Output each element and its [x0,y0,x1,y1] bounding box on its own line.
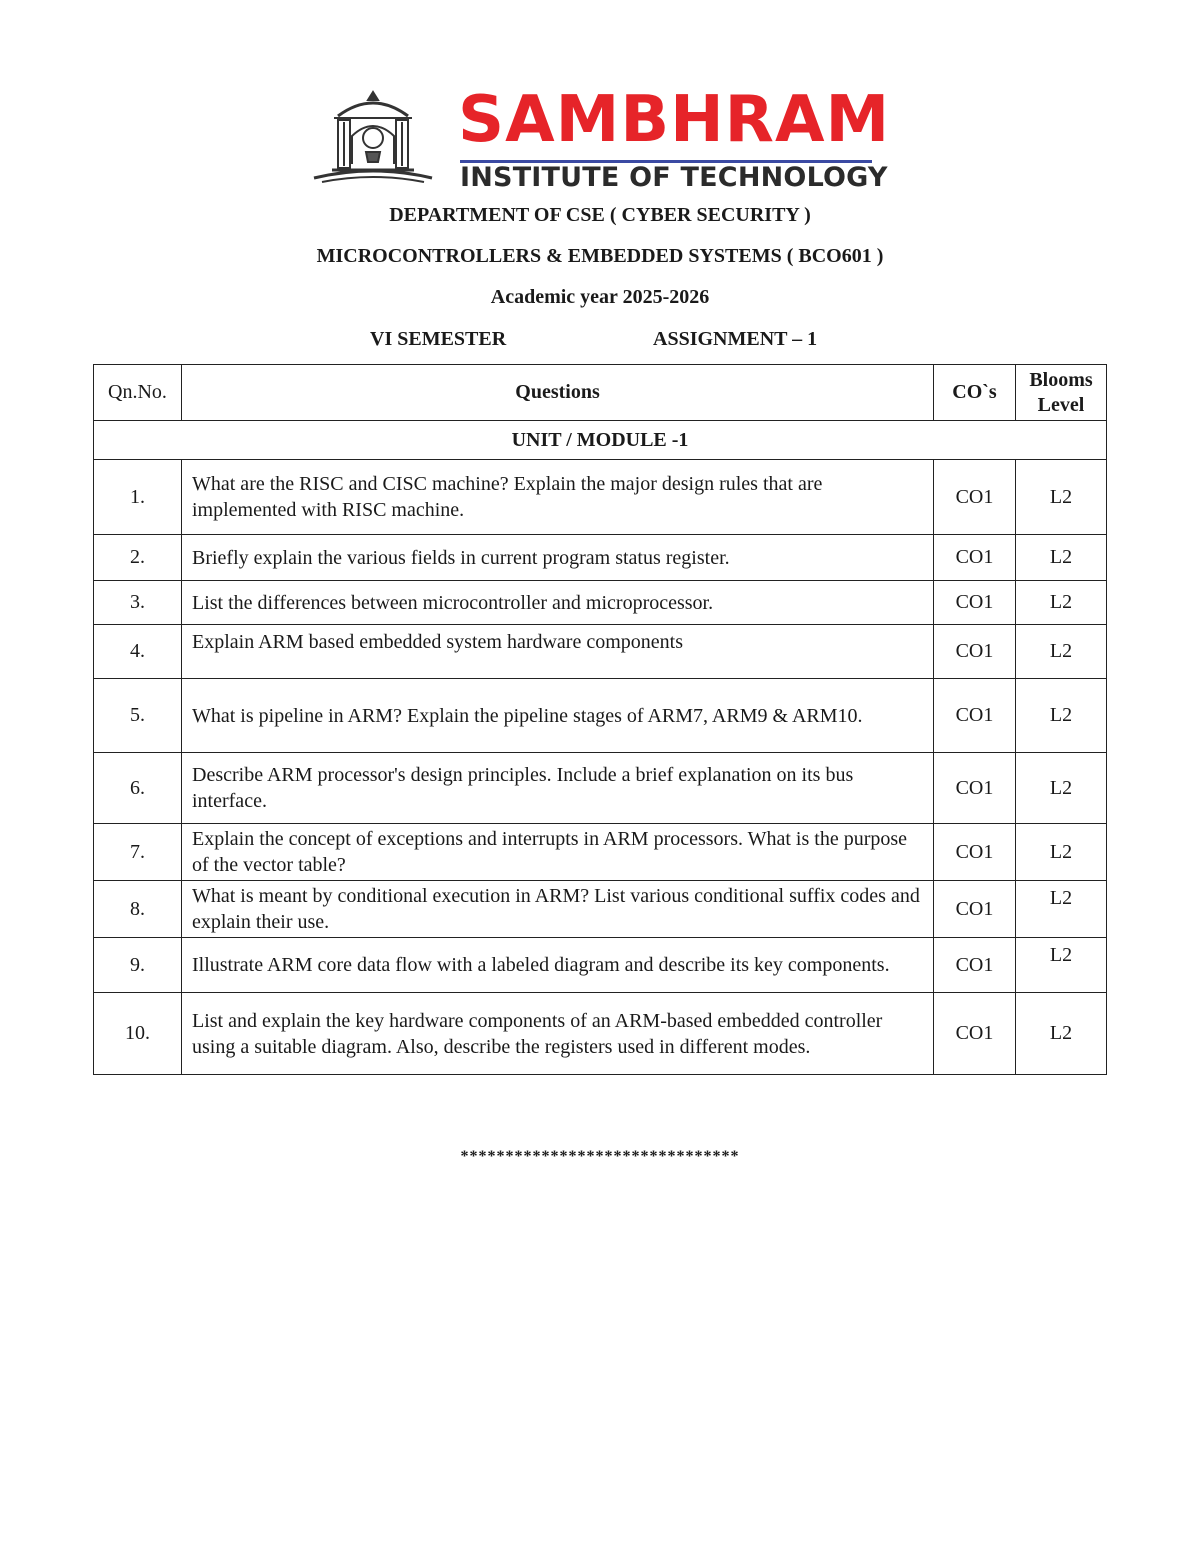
question-number: 6. [94,753,182,824]
course-outcome: CO1 [934,581,1016,625]
course-outcome: CO1 [934,625,1016,679]
blooms-level: L2 [1016,753,1107,824]
blooms-level: L2 [1016,625,1107,679]
question-text: What are the RISC and CISC machine? Explain the major design rules that are implemented with RISC machine. [182,460,934,535]
question-number: 9. [94,938,182,993]
table-row [94,460,1107,535]
course-outcome: CO1 [934,535,1016,581]
brand-subtitle: INSTITUTE OF TECHNOLOGY [460,162,888,193]
question-number: 7. [94,824,182,881]
table-row [94,881,1107,938]
question-number: 1. [94,460,182,535]
table-row [94,535,1107,581]
semester-label: VI SEMESTER [370,328,507,350]
institute-logo [300,82,900,192]
question-text: List the differences between microcontroller and microprocessor. [182,581,934,625]
header-questions: Questions [182,365,934,421]
header-qn-no: Qn.No. [94,365,182,421]
question-number: 10. [94,993,182,1075]
question-number: 8. [94,881,182,938]
question-text: Describe ARM processor's design principles. Include a brief explanation on its bus interface. [182,753,934,824]
question-number: 3. [94,581,182,625]
course-outcome: CO1 [934,460,1016,535]
brand-name: SAMBHRAM [458,83,891,157]
course-outcome: CO1 [934,824,1016,881]
question-number: 4. [94,625,182,679]
blooms-level: L2 [1016,938,1107,993]
academic-year: Academic year 2025-2026 [490,286,710,308]
question-text: What is pipeline in ARM? Explain the pipeline stages of ARM7, ARM9 & ARM10. [182,679,934,753]
module-row [94,421,1107,460]
table-row [94,993,1107,1075]
course-outcome: CO1 [934,938,1016,993]
college-emblem-icon [308,86,438,190]
blooms-level: L2 [1016,881,1107,938]
course-outcome: CO1 [934,993,1016,1075]
question-text: Illustrate ARM core data flow with a labeled diagram and describe its key components. [182,938,934,993]
question-text: List and explain the key hardware components of an ARM-based embedded controller using a suitable diagram. Also, describe the registers used in different modes. [182,993,934,1075]
department-title: DEPARTMENT OF CSE ( CYBER SECURITY ) [389,204,811,226]
table-row [94,679,1107,753]
blooms-level: L2 [1016,460,1107,535]
end-marker: ******************************* [460,1148,740,1165]
course-outcome: CO1 [934,881,1016,938]
blooms-level: L2 [1016,679,1107,753]
table-row [94,824,1107,881]
table-row [94,753,1107,824]
header-blooms-level: Blooms Level [1016,365,1107,421]
table-header-row [94,365,1107,421]
question-text: What is meant by conditional execution in ARM? List various conditional suffix codes and explain their use. [182,881,934,938]
table-row [94,625,1107,679]
question-text: Explain ARM based embedded system hardware components [182,625,934,679]
module-label: UNIT / MODULE -1 [94,421,1107,460]
table-row [94,581,1107,625]
course-title: MICROCONTROLLERS & EMBEDDED SYSTEMS ( BCO601 ) [316,245,884,267]
question-number: 2. [94,535,182,581]
question-text: Explain the concept of exceptions and interrupts in ARM processors. What is the purpose of the vector table? [182,824,934,881]
blooms-level: L2 [1016,993,1107,1075]
blooms-level: L2 [1016,581,1107,625]
question-number: 5. [94,679,182,753]
course-outcome: CO1 [934,679,1016,753]
table-row [94,938,1107,993]
questions-table [93,364,1107,1075]
blooms-level: L2 [1016,824,1107,881]
assignment-label: ASSIGNMENT – 1 [653,328,818,350]
blooms-level: L2 [1016,535,1107,581]
question-text: Briefly explain the various fields in current program status register. [182,535,934,581]
course-outcome: CO1 [934,753,1016,824]
header-cos: CO`s [934,365,1016,421]
